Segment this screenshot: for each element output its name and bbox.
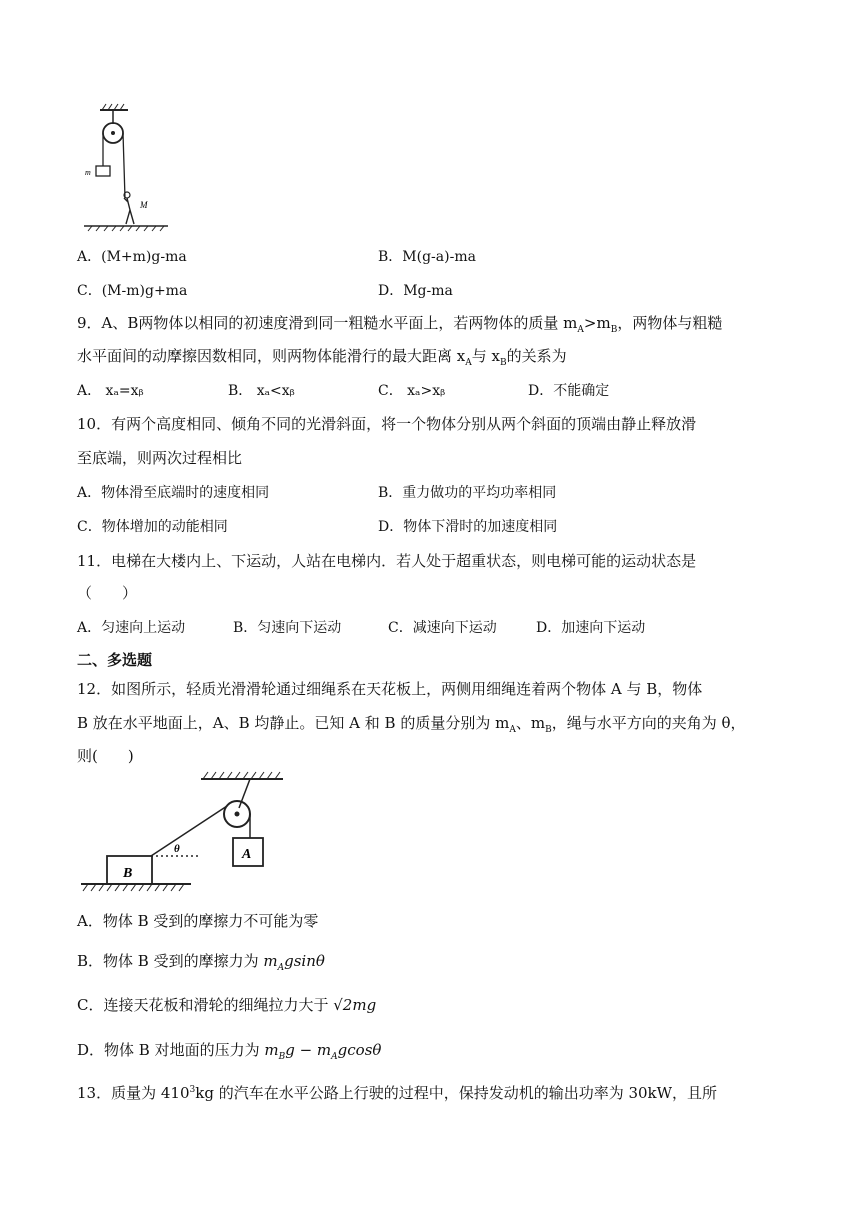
- q9-option-c: C． xₐ>xᵦ: [378, 383, 446, 399]
- q12-stem-line3: 则( ): [77, 747, 134, 765]
- q8-label-m: m: [85, 168, 91, 177]
- q10-option-b: B．重力做功的平均功率相同: [378, 485, 557, 501]
- q8-option-d: D．Mg-ma: [378, 283, 453, 299]
- q9-stem-line1: 9．A、B两物体以相同的初速度滑到同一粗糙水平面上，若两物体的质量 $m_A>m_B$，两物体与粗糙: [77, 314, 723, 335]
- q13-stem-line1: 13．质量为 $410^3kg$ 的汽车在水平公路上行驶的过程中，保持发动机的输出功率为 30kW，且所: [77, 1084, 718, 1102]
- q9-option-a: A． xₐ=xᵦ: [77, 383, 144, 399]
- q11-option-d: D．加速向下运动: [536, 620, 646, 636]
- q10-option-d: D．物体下滑时的加速度相同: [378, 519, 558, 535]
- q8-label-M: M: [140, 200, 148, 210]
- q9-option-d: D．不能确定: [528, 383, 610, 399]
- q11-stem-line1: 11．电梯在大楼内上、下运动，人站在电梯内．若人处于超重状态，则电梯可能的运动状态是: [77, 552, 697, 570]
- q8-option-a: A．(M+m)g-ma: [77, 249, 187, 265]
- q12-pulley-figure: [75, 770, 300, 895]
- q10-stem-line1: 10．有两个高度相同、倾角不同的光滑斜面，将一个物体分别从两个斜面的顶端由静止释放滑: [77, 415, 697, 433]
- q11-stem-line2: （ ）: [77, 584, 138, 602]
- q12-option-d: D．物体 B 对地面的压力为 $m_Bg - m_Agcos\theta$: [77, 1041, 382, 1062]
- q12-label-b: B: [123, 866, 133, 881]
- q8-pulley-figure: [82, 100, 172, 235]
- q12-option-c: C．连接天花板和滑轮的细绳拉力大于 √2mg: [77, 996, 377, 1014]
- q12-stem-line1: 12．如图所示，轻质光滑滑轮通过细绳系在天花板上，两侧用细绳连着两个物体 A 与 B，物体: [77, 680, 703, 698]
- q12-label-theta: θ: [174, 843, 180, 855]
- q11-option-b: B．匀速向下运动: [233, 620, 342, 636]
- q10-option-a: A．物体滑至底端时的速度相同: [77, 485, 270, 501]
- q8-option-c: C．(M-m)g+ma: [77, 283, 188, 299]
- q12-label-a: A: [242, 847, 252, 862]
- q12-stem-line2: B 放在水平地面上，A、B 均静止。已知 A 和 B 的质量分别为 $m_A$、$m_B$，绳与水平方向的夹角为 θ，: [77, 714, 746, 735]
- q8-option-b: B．M(g-a)-ma: [378, 249, 476, 265]
- q10-option-c: C．物体增加的动能相同: [77, 519, 228, 535]
- q11-option-c: C．减速向下运动: [388, 620, 497, 636]
- section-heading-multiple-choice: 二、多选题: [77, 651, 153, 669]
- q12-option-a: A．物体 B 受到的摩擦力不可能为零: [77, 912, 319, 930]
- q11-option-a: A．匀速向上运动: [77, 620, 186, 636]
- q9-stem-line2: 水平面间的动摩擦因数相同，则两物体能滑行的最大距离 $x_A$与 $x_B$的关系为: [77, 347, 567, 368]
- q12-option-b: B．物体 B 受到的摩擦力为 $m_Agsin\theta$: [77, 952, 325, 973]
- q9-option-b: B． xₐ<xᵦ: [228, 383, 295, 399]
- q10-stem-line2: 至底端，则两次过程相比: [77, 449, 243, 467]
